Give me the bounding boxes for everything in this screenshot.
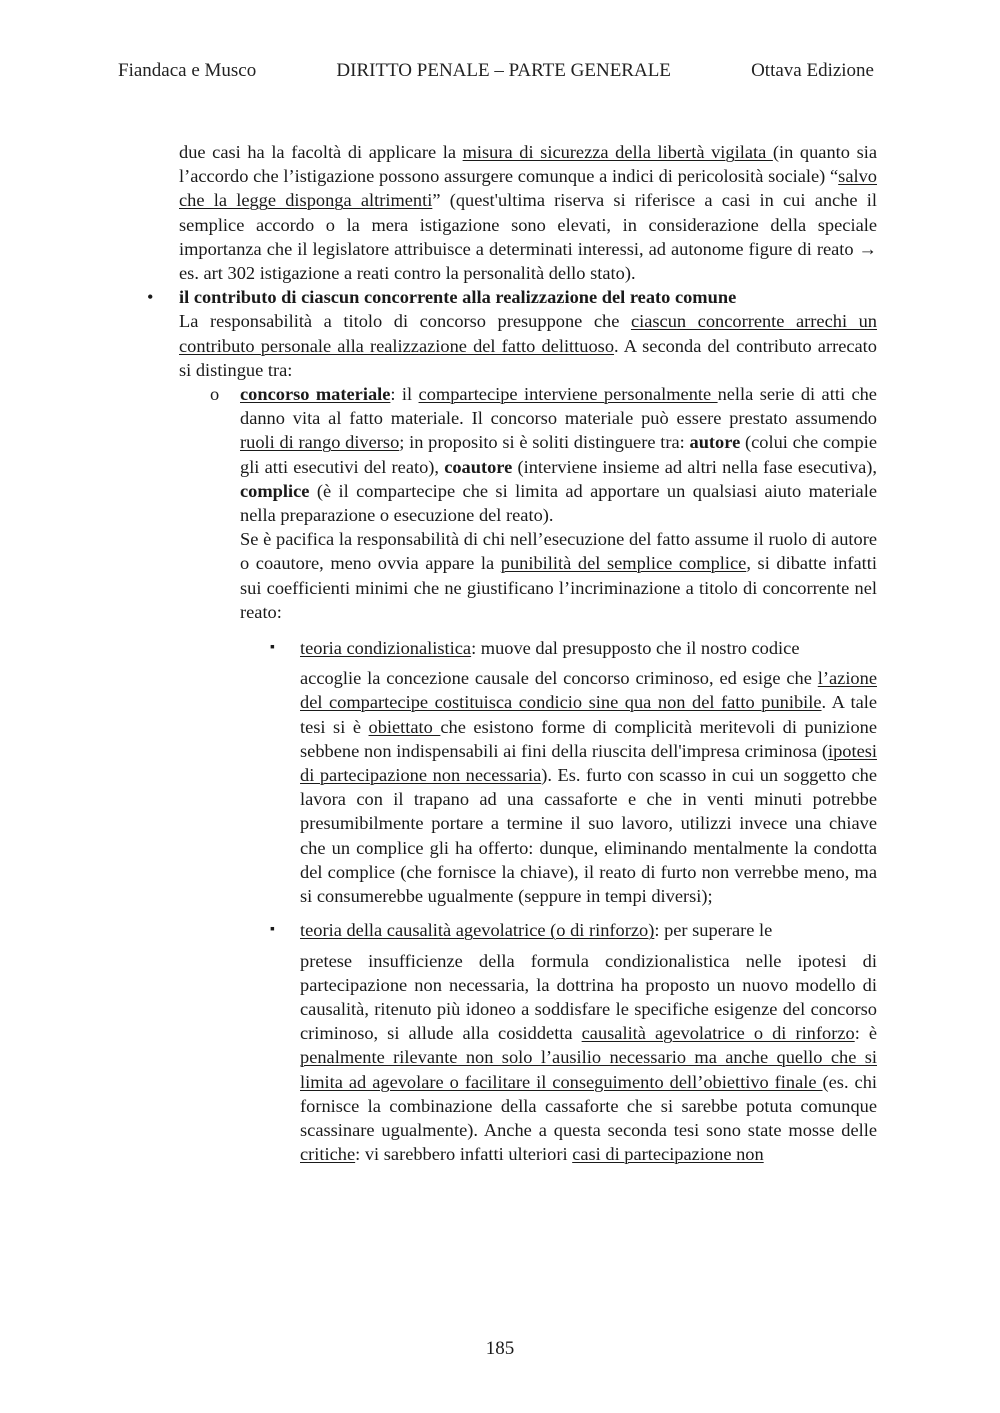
sub-paragraph-2	[240, 527, 877, 624]
square-bullet-icon: ▪	[270, 640, 275, 656]
header-edition: Ottava Edizione	[751, 60, 874, 81]
text-span: che esistono forme di complicità meritevoli di punizione sebbene non indispensabili ai fini della riuscita dell'impresa criminosa (	[300, 716, 878, 761]
underlined-span: penalmente rilevante non solo l’ausilio necessario ma anche quello che si	[300, 1047, 877, 1068]
text-span: . A tale tesi si è	[300, 692, 877, 737]
text-span: ; in proposito si è soliti distinguere tra:	[399, 432, 690, 453]
text-span: (es. chi fornisce la combinazione della cassaforte che si sarebbe potuta comunque scassinare ugualmente). Anche a questa seconda tesi sono state mosse delle	[300, 1071, 877, 1140]
text-span: , si dibatte infatti sui coefficienti minimi che ne giustificano l’incriminazione a titolo di concorrente nel reato:	[240, 553, 877, 622]
text-span: nella serie di atti che danno vita al fatto materiale. Il concorso materiale può essere prestato assumendo	[240, 384, 877, 429]
text-span: (in quanto sia l’accordo che l’istigazione possono assurgere comunque a indici di pericolosità sociale) “	[179, 142, 877, 187]
text-span: : muove dal presupposto che il nostro codice	[471, 638, 800, 659]
square-bullet-icon: ▪	[270, 922, 275, 938]
sub-paragraph	[240, 382, 877, 527]
theory-paragraph	[300, 949, 877, 1167]
bold-underlined-term: concorso materiale	[240, 384, 391, 405]
sub-item-concorso-materiale	[210, 382, 878, 624]
theory-item-causalita-agevolatrice	[270, 918, 877, 1166]
underlined-span: casi di partecipazione non	[572, 1144, 764, 1165]
running-header	[118, 60, 874, 82]
page-number: 185	[485, 1338, 515, 1359]
underlined-span: ciascun concorrente arrechi un contributo personale alla realizzazione del fatto delittuoso	[179, 311, 877, 356]
underlined-span: ruoli di rango diverso	[240, 432, 400, 453]
bold-heading: il contributo di ciascun concorrente alla realizzazione del reato comune	[179, 287, 737, 308]
header-authors: Fiandaca e Musco	[118, 60, 257, 81]
text-span: : è	[854, 1023, 877, 1044]
paragraph-continuation	[179, 140, 877, 285]
bold-term: complice	[240, 480, 310, 501]
theory-paragraph	[300, 666, 877, 908]
theory-lead-line	[300, 918, 877, 942]
underlined-span: misura di sicurezza della libertà vigilata	[462, 142, 773, 162]
page-body	[0, 140, 1000, 1166]
bullet-dot-icon: •	[147, 287, 154, 308]
text-span: : vi sarebbero infatti ulteriori	[355, 1144, 573, 1165]
bold-term: autore	[689, 432, 741, 453]
bullet-item-contributo	[147, 285, 877, 382]
text-span: ). Es. furto con scasso in cui un soggetto che lavora con il trapano ad una cassaforte e che in venti minuti potrebbe presumibilmente portare a termine il suo lavoro, utilizzi invece una chiave che un complice gli ha offerto: dunque, eliminando mentalmente la condotta del complice (che fornisce la chiave), il reato di furto non verrebbe meno, ma si consumerebbe ugualmente (seppure in tempi diversi);	[300, 765, 878, 907]
text-span: La responsabilità a titolo di concorso presuppone che	[179, 311, 631, 332]
underlined-span: l’azione del compartecipe costituisca condicio sine qua non del fatto punibile	[300, 668, 877, 713]
bullet-paragraph	[179, 309, 877, 382]
text-span: (è il compartecipe che si limita ad apportare un qualsiasi aiuto materiale nella preparazione o esecuzione del reato).	[240, 480, 877, 526]
text-span: (colui che compie gli atti esecutivi del reato),	[240, 432, 878, 477]
bold-term: coautore	[444, 456, 513, 477]
underlined-span: limita ad agevolare o facilitare il conseguimento dell’obiettivo finale	[300, 1071, 823, 1092]
underlined-span: teoria della causalità agevolatrice (o di rinforzo)	[300, 920, 655, 941]
text-span: Se è pacifica la responsabilità di chi nell’esecuzione del fatto assume il ruolo di autore o coautore, meno ovvia appare la	[240, 529, 877, 574]
theory-lead-line	[300, 636, 877, 660]
underlined-span: compartecipe interviene personalmente	[418, 384, 718, 405]
text-span: (interviene insieme ad altri nella fase esecutiva),	[512, 456, 877, 477]
underlined-span: obiettato	[368, 716, 441, 737]
text-span: : per superare le	[654, 920, 773, 941]
bullet-heading	[179, 285, 877, 309]
text-span: ” (quest'ultima riserva si riferisce a casi in cui anche il semplice accordo o la mera istigazione sono elevati, in considerazione della speciale importanza che il legislatore attribuisce a determinati interessi, ad autonome figure di reato → es. art 302 istigazione a reati contro la personalità dello stato).	[179, 190, 877, 284]
text-span: : il	[390, 384, 419, 405]
underlined-span: ipotesi di partecipazione non necessaria	[300, 740, 877, 786]
header-title: DIRITTO PENALE – PARTE GENERALE	[336, 60, 671, 81]
underlined-span: punibilità del semplice complice	[500, 553, 747, 574]
text-span: . A seconda del contributo arrecato si distingue tra:	[179, 335, 877, 380]
underlined-span: teoria condizionalistica	[300, 638, 472, 659]
underlined-span: causalità agevolatrice o di rinforzo	[581, 1023, 855, 1044]
underlined-span: salvo che la legge disponga altrimenti	[179, 166, 877, 211]
theory-item-condizionalistica	[270, 636, 878, 908]
underlined-span: critiche	[300, 1144, 356, 1165]
text-span: due casi ha la facoltà di applicare la	[179, 142, 463, 162]
text-span: accoglie la concezione causale del concorso criminoso, ed esige che	[300, 668, 818, 689]
circle-bullet-icon: o	[210, 384, 220, 405]
text-span: pretese insufficienze della formula condizionalistica nelle ipotesi di partecipazione non necessaria, la dottrina ha proposto un nuovo modello di causalità, ritenuto più idoneo a soddisfare le specifiche esigenze del concorso criminoso, si allude alla cosiddetta	[300, 950, 877, 1044]
